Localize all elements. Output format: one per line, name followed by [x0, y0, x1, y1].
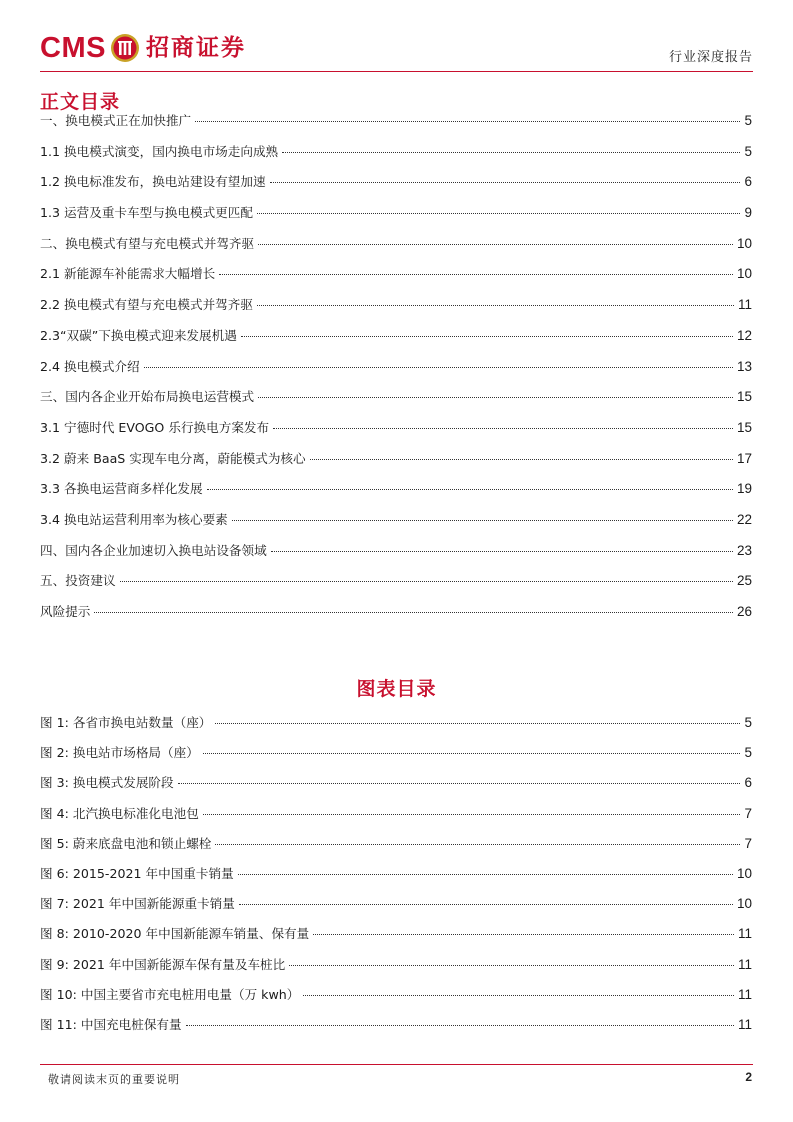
footer-divider — [40, 1064, 753, 1065]
dot-leader — [219, 274, 733, 275]
figure-entry-page: 11 — [737, 986, 752, 1002]
toc-entry-page: 15 — [736, 389, 752, 405]
toc-entry[interactable] — [40, 202, 752, 233]
figure-entry[interactable] — [40, 923, 752, 953]
toc-entry[interactable] — [40, 294, 752, 325]
toc-entry-label: 3.3 各换电运营商多样化发展 — [40, 481, 203, 497]
toc-entry-label: 三、国内各企业开始布局换电运营模式 — [40, 389, 255, 405]
figure-entry[interactable] — [40, 954, 752, 984]
toc-list — [40, 110, 752, 632]
figure-entry-label: 图 4: 北汽换电标准化电池包 — [40, 805, 199, 821]
dot-leader — [178, 783, 741, 784]
toc-entry-label: 四、国内各企业加速切入换电站设备领域 — [40, 542, 267, 558]
figure-entry-page: 10 — [736, 896, 752, 912]
dot-leader — [238, 874, 733, 875]
toc-entry[interactable] — [40, 540, 752, 571]
toc-entry[interactable] — [40, 263, 752, 294]
dot-leader — [144, 367, 733, 368]
logo-emblem-icon — [110, 33, 140, 63]
figure-entry[interactable] — [40, 833, 752, 863]
toc-entry-page: 19 — [736, 481, 752, 497]
toc-entry-label: 2.1 新能源车补能需求大幅增长 — [40, 266, 216, 282]
figure-entry-label: 图 3: 换电模式发展阶段 — [40, 775, 174, 791]
dot-leader — [203, 753, 741, 754]
toc-entry-label: 五、投资建议 — [40, 573, 116, 589]
figure-entry[interactable] — [40, 863, 752, 893]
figure-entry-page: 5 — [744, 715, 752, 730]
toc-entry-page: 15 — [736, 419, 752, 435]
figure-entry-label: 图 6: 2015-2021 年中国重卡销量 — [40, 865, 234, 881]
toc-entry[interactable] — [40, 601, 752, 632]
dot-leader — [282, 152, 740, 153]
toc-entry[interactable] — [40, 386, 752, 417]
dot-leader — [289, 965, 734, 966]
toc-entry-label: 1.1 换电模式演变，国内换电市场走向成熟 — [40, 143, 279, 159]
figure-entry-label: 图 7: 2021 年中国新能源重卡销量 — [40, 896, 235, 912]
page-number: 2 — [745, 1070, 752, 1084]
figure-entry[interactable] — [40, 742, 752, 772]
dot-leader — [207, 489, 733, 490]
toc-entry[interactable] — [40, 478, 752, 509]
toc-entry-page: 26 — [736, 604, 752, 619]
dot-leader — [310, 459, 733, 460]
report-type-label: 行业深度报告 — [668, 50, 753, 65]
figure-entry[interactable] — [40, 893, 752, 923]
toc-entry[interactable] — [40, 171, 752, 202]
toc-entry[interactable] — [40, 325, 752, 356]
dot-leader — [203, 814, 741, 815]
dot-leader — [94, 612, 733, 613]
figure-list-title: 图表目录 — [356, 678, 437, 700]
figure-entry-page: 5 — [744, 745, 752, 761]
dot-leader — [120, 581, 733, 582]
toc-entry-label: 2.4 换电模式介绍 — [40, 358, 140, 374]
dot-leader — [239, 904, 733, 905]
toc-entry-page: 5 — [744, 143, 752, 159]
toc-entry[interactable] — [40, 141, 752, 172]
figure-entry-label: 图 9: 2021 年中国新能源车保有量及车桩比 — [40, 956, 286, 972]
figure-entry-label: 图 5: 蔚来底盘电池和锁止螺栓 — [40, 835, 212, 851]
toc-entry[interactable] — [40, 417, 752, 448]
toc-entry-label: 二、换电模式有望与充电模式并驾齐驱 — [40, 235, 255, 251]
toc-entry[interactable] — [40, 110, 752, 141]
figure-entry-label: 图 2: 换电站市场格局（座） — [40, 745, 199, 761]
dot-leader — [257, 305, 734, 306]
figure-entry[interactable] — [40, 772, 752, 802]
logo-latin-text: CMS — [40, 32, 106, 64]
figure-entry-page: 11 — [737, 956, 752, 972]
toc-entry[interactable] — [40, 448, 752, 479]
toc-entry-page: 13 — [736, 358, 752, 374]
figure-entry-page: 6 — [744, 775, 752, 791]
toc-entry-label: 一、换电模式正在加快推广 — [40, 113, 192, 128]
figure-entry-page: 7 — [744, 835, 752, 851]
dot-leader — [303, 995, 734, 996]
dot-leader — [215, 844, 740, 845]
dot-leader — [271, 551, 733, 552]
toc-entry-label: 2.2 换电模式有望与充电模式并驾齐驱 — [40, 297, 253, 313]
toc-entry-label: 1.3 运营及重卡车型与换电模式更匹配 — [40, 205, 253, 221]
toc-title: 正文目录 — [40, 91, 121, 113]
figure-entry-label: 图 10: 中国主要省市充电桩用电量（万 kwh） — [40, 986, 300, 1002]
toc-entry-label: 3.4 换电站运营利用率为核心要素 — [40, 511, 228, 527]
toc-entry-page: 17 — [736, 450, 752, 466]
company-logo — [40, 30, 246, 66]
logo-chinese-text: 招商证券 — [145, 34, 246, 61]
toc-entry-label: 3.2 蔚来 BaaS 实现车电分离，蔚能模式为核心 — [40, 450, 306, 466]
toc-entry-label: 风险提示 — [40, 604, 91, 619]
dot-leader — [273, 428, 733, 429]
toc-entry-label: 3.1 宁德时代 EVOGO 乐行换电方案发布 — [40, 419, 270, 435]
toc-entry[interactable] — [40, 570, 752, 601]
toc-entry-label: 1.2 换电标准发布，换电站建设有望加速 — [40, 174, 266, 190]
footer-disclaimer: 敬请阅读末页的重要说明 — [48, 1073, 180, 1086]
toc-entry-page: 11 — [737, 297, 752, 313]
toc-entry-page: 12 — [736, 327, 752, 343]
toc-entry-page: 6 — [744, 174, 752, 190]
figure-entry-page: 11 — [737, 926, 752, 942]
figure-entry[interactable] — [40, 984, 752, 1014]
dot-leader — [270, 182, 741, 183]
dot-leader — [215, 723, 740, 724]
dot-leader — [195, 121, 740, 122]
figure-entry-page: 10 — [736, 865, 752, 881]
figure-list — [40, 712, 752, 1044]
toc-entry-page: 10 — [736, 235, 752, 251]
dot-leader — [313, 934, 734, 935]
page-header — [40, 26, 753, 70]
dot-leader — [257, 213, 741, 214]
dot-leader — [241, 336, 733, 337]
toc-entry-page: 25 — [736, 573, 752, 589]
toc-entry[interactable] — [40, 356, 752, 387]
toc-entry-page: 22 — [736, 511, 752, 527]
dot-leader — [232, 520, 733, 521]
dot-leader — [258, 397, 733, 398]
figure-entry-label: 图 1: 各省市换电站数量（座） — [40, 715, 212, 730]
figure-entry-page: 7 — [744, 805, 752, 821]
dot-leader — [258, 244, 733, 245]
toc-entry-page: 5 — [744, 113, 752, 128]
figure-entry[interactable] — [40, 803, 752, 833]
figure-entry[interactable] — [40, 712, 752, 742]
toc-entry-label: 2.3“双碳”下换电模式迎来发展机遇 — [40, 327, 237, 343]
toc-entry-page: 23 — [736, 542, 752, 558]
toc-entry-page: 9 — [744, 205, 752, 221]
header-divider — [40, 71, 753, 72]
figure-entry[interactable] — [40, 1014, 752, 1044]
figure-entry-page: 11 — [737, 1016, 752, 1032]
toc-entry[interactable] — [40, 233, 752, 264]
figure-entry-label: 图 11: 中国充电桩保有量 — [40, 1016, 182, 1032]
dot-leader — [186, 1025, 734, 1026]
toc-entry-page: 10 — [736, 266, 752, 282]
figure-entry-label: 图 8: 2010-2020 年中国新能源车销量、保有量 — [40, 926, 310, 942]
toc-entry[interactable] — [40, 509, 752, 540]
